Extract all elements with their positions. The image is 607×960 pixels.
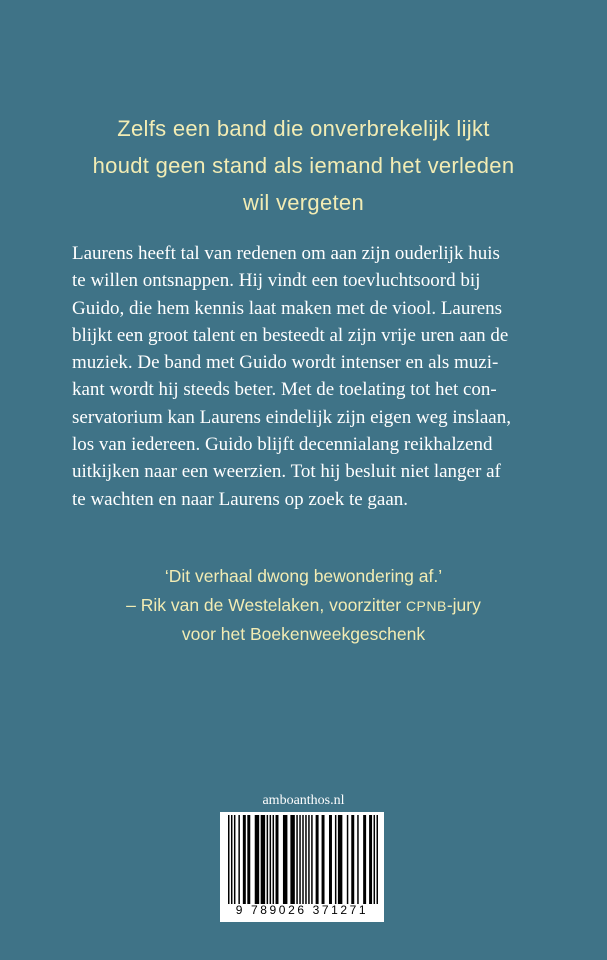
barcode-bar [261,815,265,904]
barcode-bar [270,815,271,904]
barcode-bar [247,815,250,904]
blurb-line: los van iedereen. Guido blijft decennialang reikhalzend [72,434,493,456]
barcode-bar [311,815,312,904]
barcode-bar [290,815,294,904]
barcode-bar [296,815,297,904]
barcode-bar [322,815,325,904]
barcode-bar [228,815,229,904]
barcode-bar [308,815,309,904]
blurb-line: muziek. De band met Guido wordt intenser en als muzi- [72,352,499,374]
barcode-bar [299,815,300,904]
barcode-digits: 9 789026 371271 [235,903,369,917]
barcode-bar [234,815,235,904]
barcode-bar [347,815,348,904]
attribution-org: CPNB [405,597,447,614]
barcode-bar [316,815,319,904]
barcode-bar [374,815,375,904]
barcode-bar [329,815,332,904]
blurb-line: kant wordt hij steeds beter. Met de toelating tot het con- [72,379,497,401]
barcode-bar [335,815,336,904]
barcode-bar [273,815,274,904]
barcode-bar [338,815,342,904]
barcode-bar [357,815,358,904]
barcode-bars [228,815,378,904]
barcode-bar [351,815,354,904]
barcode-bar [363,815,366,904]
tagline [60,110,547,221]
blurb-line: uitkijken naar een weerzien. Tot hij besluit niet langer af [72,461,501,483]
barcode-bar [305,815,306,904]
barcode-bar [283,815,287,904]
barcode-bar [267,815,268,904]
tagline-line: houdt geen stand als iemand het verleden [92,153,515,178]
isbn-barcode [220,812,384,922]
barcode-bar [369,815,372,904]
barcode-bar [255,815,259,904]
blurb-line: blijkt een groot talent en besteedt al zijn vrije uren aan de [72,324,509,346]
publisher-website: amboanthos.nl [262,793,345,808]
attribution-name: – Rik van de Westelaken, voorzitter [126,594,406,615]
barcode-bar [302,815,303,904]
barcode-bar [238,815,239,904]
quote-attribution-context: voor het Boekenweekgeschenk [181,624,426,644]
blurb-line: Laurens heeft tal van redenen om aan zijn ouderlijk huis [72,243,500,264]
blurb-text [72,240,542,513]
tagline-line: wil vergeten [243,190,364,215]
blurb-line: servatorium kan Laurens eindelijk zijn eigen weg inslaan, [72,406,511,428]
quote-attribution [60,591,547,621]
barcode-bar [243,815,246,904]
barcode-bar [377,815,378,904]
blurb-line: te willen ontsnappen. Hij vindt een toevluchtsoord bij [72,270,481,292]
review-quote [60,562,547,649]
blurb-line: Guido, die hem kennis laat maken met de viool. Laurens [72,297,503,319]
quote-text: ‘Dit verhaal dwong bewondering af.’ [164,566,443,586]
attribution-suffix: -jury [446,594,481,615]
barcode-bar [231,815,232,904]
barcode-bar [276,815,279,904]
tagline-line: Zelfs een band die onverbrekelijk lijkt [117,116,490,141]
blurb-line: te wachten en naar Laurens op zoek te gaan. [72,488,409,510]
